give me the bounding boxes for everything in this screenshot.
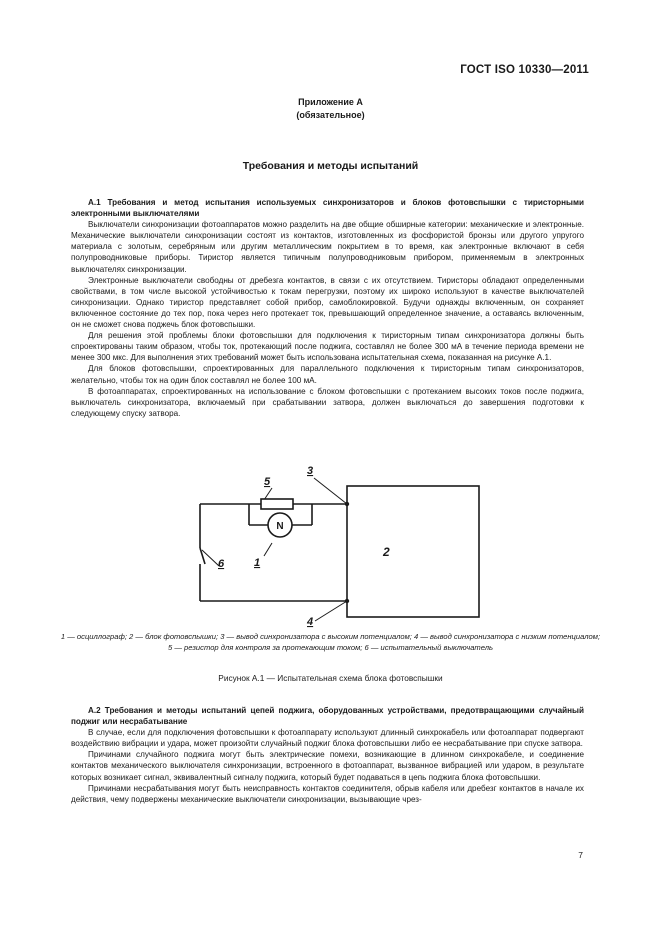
label-4: 4 — [307, 616, 314, 628]
circuit-figure — [71, 438, 584, 628]
label-5: 5 — [264, 476, 271, 488]
section-2-paragraph-1: В случае, если для подключения фотовспышки к фотоаппарату используют длинный синхрокабель или фотоаппарат подвергают воздействию вибрации и удара, может произойти случайный поджиг блока фотовспышки либо ее несрабатывание при спуске затвора. — [71, 728, 584, 749]
appendix-subtitle: (обязательное) — [296, 110, 365, 120]
section-1-heading: А.1 Требования и метод испытания используемых синхронизаторов и блоков фотовспышки с тиристорными электронными выключателями — [71, 198, 584, 219]
section-1-paragraph-2: Электронные выключатели свободны от дребезга контактов, в связи с их отсутствием. Тиристоры обладают определенными свойствами, в том числе высокой устойчивостью к токам перегрузки, поэтому их широко используют в качестве выключателей синхронизации. Однако тиристор представляет собой прибор, самоблокировкой. Будучи однажды включенным, он сохраняет включенное состояние до тех пор, пока через него протекает ток, превышающий определенное значение, а оставаясь включенным, он не сможет снова поджечь блок фотовспышки. — [71, 275, 584, 330]
section-1 — [71, 197, 584, 419]
label-2: 2 — [383, 545, 390, 559]
page-number: 7 — [578, 850, 583, 860]
label-3: 3 — [307, 465, 314, 477]
circuit-diagram — [71, 438, 584, 628]
label-6: 6 — [218, 558, 225, 570]
flash-unit-box — [347, 486, 479, 617]
section-1-paragraph-3: Для решения этой проблемы блоки фотовспышки для подключения к тиристорным типам синхронизатора должны быть спроектированы таким образом, чтобы ток, протекающий после поджига, составлял не более 300 мА в течение периода времени не менее 300 мкс. Для выполнения этих требований может быть использована испытательная схема, показанная на рисунке А.1. — [71, 331, 584, 363]
section-2-paragraph-3: Причинами несрабатывания могут быть неисправность контактов соединителя, обрыв кабеля или дребезг контактов в начале их действия, чему подвержены механические выключатели синхронизации, вызывающие чрез- — [71, 783, 584, 804]
section-2-heading: А.2 Требования и методы испытаний цепей поджига, оборудованных устройствами, предотвращающими случайный поджиг или несрабатывание — [71, 706, 584, 727]
figure-caption: Рисунок А.1 — Испытательная схема блока фотовспышки — [218, 673, 443, 683]
label-1: 1 — [254, 557, 261, 569]
figure-legend: 1 — осциллограф; 2 — блок фотовспышки; 3 — вывод синхронизатора с высоким потенциалом; 4 — вывод синхронизатора с низким потенциалом; 5 — резистор для контроля за протекающим током; 6 — испытательный выключатель — [60, 632, 601, 652]
section-2-paragraph-2: Причинами случайного поджига могут быть электрические помехи, возникающие в длинном синхрокабеле, и соединение контактов механического выключателя синхронизации, встроенного в фотоаппарат, вызванное вибрацией или ударом, в результате которых возникает сигнал, эквивалентный сигналу поджига, который будет подаваться в цепь поджига блока фотовспышки. — [71, 750, 584, 782]
terminal-3-dot — [345, 502, 349, 506]
meter-label: N — [276, 521, 284, 532]
leader-line-1 — [264, 543, 272, 556]
section-2 — [71, 705, 584, 805]
leader-line-3 — [314, 478, 347, 504]
resistor-symbol — [261, 499, 293, 509]
section-1-paragraph-4: Для блоков фотовспышки, спроектированных для параллельного подключения к тиристорным типам синхронизаторов, желательно, чтобы ток на один блок составлял не более 100 мА. — [71, 364, 584, 385]
leader-line-4 — [315, 601, 347, 621]
main-title: Требования и методы испытаний — [242, 160, 419, 172]
appendix-title: Приложение А — [298, 97, 363, 107]
terminal-4-dot — [345, 599, 349, 603]
section-1-paragraph-1: Выключатели синхронизации фотоаппаратов можно разделить на две общие обширные категории: механические и электронные. Механические выключатели синхронизации состоят из контактов, изготовленных из фосфористой бронзы или другого упругого материала с золотым, серебряным или другим металлическим покрытием в то время, как электронные включают в себя полупроводниковые приборы. Тиристор является типичным полупроводниковым прибором, применяемым в электронных выключателях синхронизации. — [71, 220, 584, 274]
standard-code: ГОСТ ISO 10330—2011 — [460, 64, 589, 76]
section-1-paragraph-5: В фотоаппаратах, спроектированных на использование с блоком фотовспышки с протеканием высоких токов после поджига, выключатель синхронизатора, включаемый при срабатывании затвора, должен выключаться до завершения подготовки к следующему спуску затвора. — [71, 386, 584, 418]
